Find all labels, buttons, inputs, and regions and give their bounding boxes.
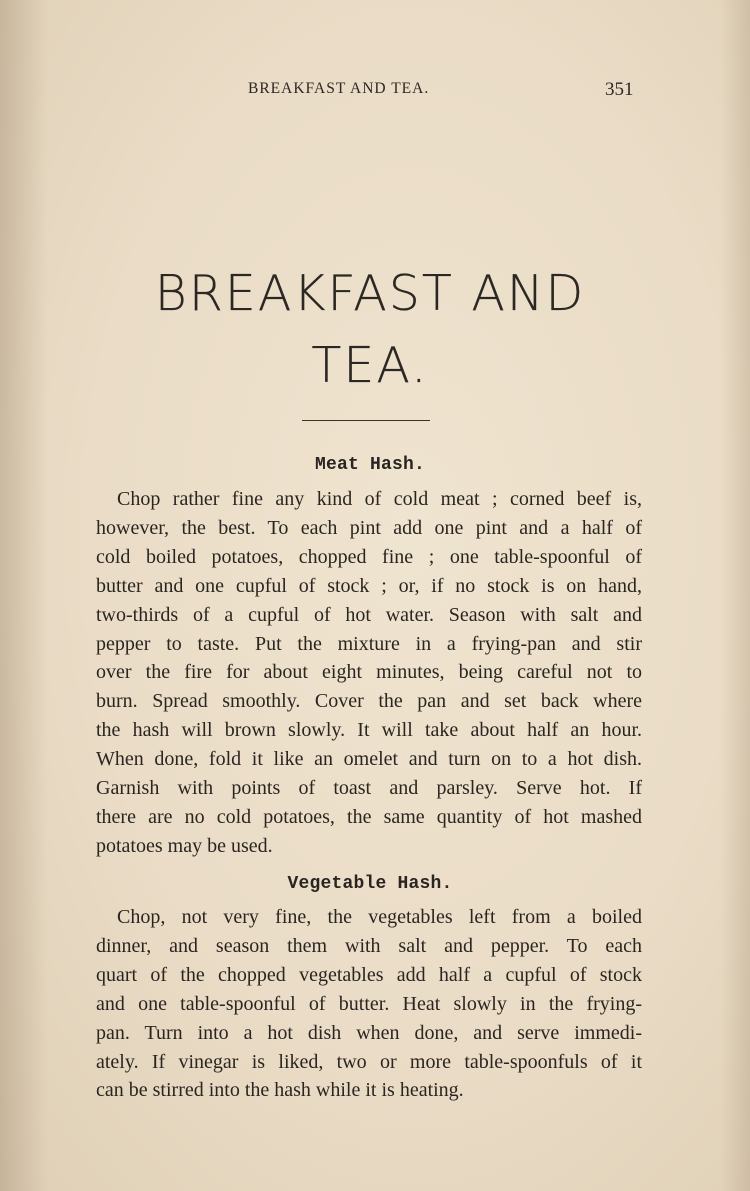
text-line: quart of the chopped vegetables add half a cupful of stock [96,963,642,986]
running-head-title: BREAKFAST AND TEA. [248,80,430,97]
text-line: Chop rather fine any kind of cold meat ; corned beef is, [117,488,642,510]
text-line: there are no cold potatoes, the same quantity of hot mashed [96,805,642,828]
text-line: over the fire for about eight minutes, being careful not to [96,661,642,684]
text-line: pepper to taste. Put the mixture in a frying-pan and stir [96,632,642,655]
text-line: cold boiled potatoes, chopped fine ; one table-spoonful of [96,545,642,568]
text-line: ately. If vinegar is liked, two or more table-spoonfuls of it [96,1050,642,1073]
running-head [0,76,750,106]
text-line: dinner, and season them with salt and pepper. To each [96,934,642,957]
text-line: Chop, not very fine, the vegetables left from a boiled [117,906,642,928]
text-line: however, the best. To each pint add one pint and a half of [96,516,642,539]
recipe-heading-meat-hash: Meat Hash. [314,455,426,475]
chapter-title [60,258,680,402]
text-line: When done, fold it like an omelet and turn on to a hot dish. [96,748,642,771]
page-shadow-left [0,0,48,1191]
page-shadow-right [720,0,750,1191]
text-line: can be stirred into the hash while it is heating. [96,1079,464,1102]
text-line: butter and one cupful of stock ; or, if no stock is on hand, [96,574,642,597]
title-divider-rule [302,420,430,421]
recipe-body-vegetable-hash [96,903,642,1105]
text-line: Garnish with points of toast and parsley. Serve hot. If [96,777,642,800]
chapter-title-line-1: BREAKFAST AND [154,265,586,322]
text-line: pan. Turn into a hot dish when done, and serve immedi- [96,1021,642,1044]
text-line: and one table-spoonful of butter. Heat slowly in the frying- [96,992,642,1015]
page-number: 351 [605,79,634,100]
text-line: burn. Spread smoothly. Cover the pan and set back where [96,690,642,713]
recipe-body-meat-hash [96,485,642,861]
text-line: two-thirds of a cupful of hot water. Season with salt and [96,603,642,626]
recipe-heading-vegetable-hash: Vegetable Hash. [287,874,453,894]
text-line: potatoes may be used. [96,834,273,857]
text-line: the hash will brown slowly. It will take about half an hour. [96,719,642,742]
chapter-title-line-2: TEA. [311,337,429,394]
